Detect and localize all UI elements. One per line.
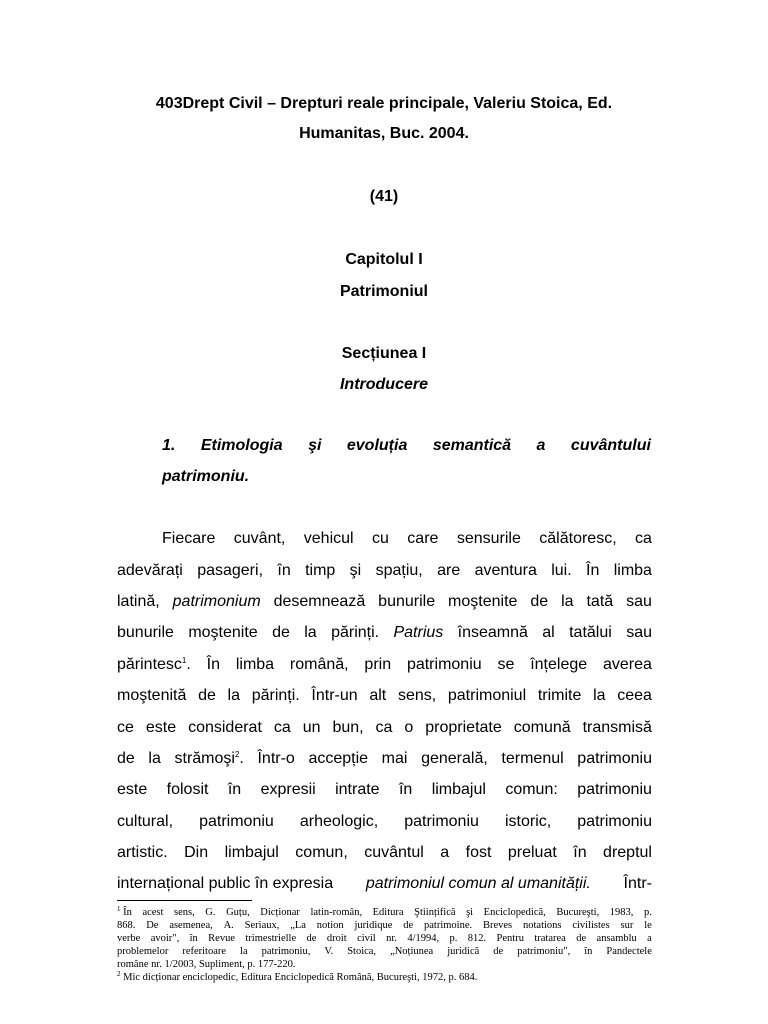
word: părintesc [117, 656, 182, 673]
body-line-11 [117, 843, 652, 863]
footnote-1-line-5 [117, 959, 652, 971]
word: sens, [174, 907, 195, 918]
word: şi [466, 907, 474, 918]
word: la [593, 687, 606, 704]
word: comun: [505, 781, 558, 798]
word: G. [205, 907, 216, 918]
word: limba [235, 656, 275, 673]
word: considerat [188, 719, 262, 736]
chapter-number: Capitolul I [345, 251, 423, 268]
word: ca [273, 719, 291, 736]
word: cuvânt, [233, 530, 286, 547]
word: Guțu, [226, 907, 250, 918]
word: care [407, 530, 439, 547]
word: timp [305, 562, 336, 579]
heading-word: semantică [432, 437, 512, 454]
heading-line-2: patrimoniu. [162, 468, 250, 485]
word: cuvântul [364, 844, 424, 861]
word: „Noțiunea [390, 946, 434, 957]
word: de [306, 933, 317, 944]
word: juridique [354, 920, 393, 931]
footnote-1-line-2 [117, 920, 652, 932]
word: ansamblu [596, 933, 637, 944]
word: la [148, 750, 161, 767]
word: bun, [332, 719, 364, 736]
word: civilistes [572, 920, 610, 931]
word: 868. [117, 920, 136, 931]
word: cultural, [117, 813, 174, 830]
word: în [277, 562, 291, 579]
word: intrate [335, 781, 380, 798]
word: Editura [372, 907, 404, 918]
word: droit [326, 933, 347, 944]
word: „La [290, 920, 306, 931]
body-line-4 [117, 623, 652, 643]
word: verbe [117, 933, 141, 944]
word: Pandectele [606, 946, 652, 957]
word: înțelege [530, 656, 588, 673]
section-number: Secțiunea I [341, 345, 427, 362]
word: este [145, 719, 177, 736]
word: la [561, 593, 574, 610]
punctuation: . [239, 750, 244, 767]
page-reference: (41) [369, 188, 399, 205]
body-line-10 [117, 812, 652, 832]
word: civil [357, 933, 376, 944]
word: În [206, 656, 220, 673]
word: sau [626, 624, 652, 641]
heading-line-1 [162, 436, 651, 456]
word: moştenite [188, 624, 258, 641]
text-run: Mic dicționar enciclopedic, Editura Enciclopedică Română, Bucureşti, 1972, p. 684. [123, 972, 478, 983]
word: trimite [537, 687, 582, 704]
word: În [123, 907, 132, 918]
word: tratarea [534, 933, 566, 944]
italic-term: patrimoniul comun al umanității. [365, 875, 591, 892]
word: de [198, 687, 216, 704]
footnote-marker-2[interactable]: 2 [234, 750, 240, 759]
word: generală, [421, 750, 488, 767]
heading-word: evoluția [346, 437, 408, 454]
word: Într-un [311, 687, 358, 704]
word: al [542, 624, 555, 641]
word: latin-român, [310, 907, 363, 918]
word: proprietate [425, 719, 502, 736]
word: la [240, 946, 248, 957]
body-line-8 [117, 749, 652, 769]
word: Breves [482, 920, 513, 931]
word: mai [381, 750, 408, 767]
word: acest [142, 907, 164, 918]
word-with-footnote [175, 749, 244, 769]
word: comună [513, 719, 571, 736]
body-line-1 [162, 529, 652, 549]
word: ce [117, 719, 134, 736]
word: părinți. [251, 687, 300, 704]
word: şi [349, 562, 362, 579]
word: Fiecare [162, 530, 216, 547]
word: Revue [208, 933, 235, 944]
word: ca [635, 530, 652, 547]
word: în [227, 781, 242, 798]
chapter-title: Patrimoniul [339, 283, 428, 300]
word: moştenite [448, 593, 518, 610]
word: de [530, 593, 549, 610]
word: a [647, 933, 652, 944]
word: patrimoniu [577, 750, 652, 767]
footnote-2 [117, 972, 652, 984]
footnote-1-line-3 [117, 933, 652, 945]
word: juridică [447, 946, 480, 957]
word: patrimoniu [406, 656, 482, 673]
body-line-9 [117, 780, 652, 800]
body-line-6 [117, 686, 652, 706]
word: de [117, 750, 135, 767]
word: averea [602, 656, 652, 673]
word: aventura [474, 562, 537, 579]
word-with-footnote [117, 655, 191, 675]
word: bunurile [117, 624, 174, 641]
word: Din [184, 844, 209, 861]
word: notations [523, 920, 562, 931]
section-title: Introducere [339, 376, 428, 393]
word: alt [369, 687, 387, 704]
word: patrimoniu [577, 781, 652, 798]
word: de [493, 946, 504, 957]
word: 1983, [609, 907, 634, 918]
word: În [586, 562, 600, 579]
word: călătoresc, [539, 530, 617, 547]
word: limbajul [431, 781, 486, 798]
word: 4/1994, [407, 933, 440, 944]
book-title-line1: 403Drept Civil – Drepturi reale principale, Valeriu Stoica, Ed. [155, 95, 613, 112]
body-line-2 [117, 561, 652, 581]
word: patrimoniul [447, 687, 527, 704]
word: A. [223, 920, 234, 931]
word: accepție [308, 750, 369, 767]
book-title-line2: Humanitas, Buc. 2004. [299, 125, 469, 142]
word: în [189, 933, 198, 944]
word: adevărați [117, 562, 183, 579]
word: desemnează [273, 593, 366, 610]
word: ceea [617, 687, 652, 704]
word: Bucureşti, [556, 907, 600, 918]
word: preluat [507, 844, 557, 861]
word: o [404, 719, 414, 736]
word: Într-o [257, 750, 295, 767]
word: transmisă [582, 719, 652, 736]
body-line-7 [117, 718, 652, 738]
word: în [584, 946, 593, 957]
italic-term: patrimonium [172, 593, 261, 610]
word: de [576, 933, 587, 944]
word: notion [316, 920, 344, 931]
footnote-number: 1 [117, 905, 121, 913]
word: în [398, 781, 413, 798]
word: sau [626, 593, 652, 610]
footnote-separator [117, 900, 252, 901]
word: are [437, 562, 461, 579]
word: p. [449, 933, 458, 944]
word: Pentru [496, 933, 524, 944]
word: limba [613, 562, 652, 579]
body-line-12 [117, 874, 652, 894]
word: părinți. [331, 624, 380, 641]
word: termenul [501, 750, 564, 767]
word: sur [620, 920, 634, 931]
footnote-number: 2 [117, 970, 121, 978]
word: artistic. [117, 844, 168, 861]
word: folosit [166, 781, 209, 798]
heading-word: Etimologia [200, 437, 283, 454]
word: lui. [551, 562, 572, 579]
word: patrimoniu [199, 813, 274, 830]
heading-word: şi [308, 437, 322, 454]
word: română, [289, 656, 349, 673]
word: Dicționar [260, 907, 300, 918]
punctuation: . [186, 656, 191, 673]
footnote-2-content [117, 972, 477, 984]
footnote-1-line-1 [117, 907, 652, 919]
word: spațiu, [375, 562, 423, 579]
text-run: internațional public în expresia [117, 875, 334, 892]
word: Stoica, [347, 946, 377, 957]
word: la [304, 624, 317, 641]
footnote-marker-1[interactable]: 1 [181, 656, 187, 665]
word: Enciclopedică, [483, 907, 546, 918]
word: tată [586, 593, 614, 610]
word: 812. [467, 933, 487, 944]
word: sensurile [456, 530, 521, 547]
word: De [146, 920, 159, 931]
word: latină, [117, 593, 160, 610]
word: avoir", [150, 933, 180, 944]
word: se [497, 656, 515, 673]
word: limbajul [224, 844, 279, 861]
word: problemelor [117, 946, 169, 957]
word: de [272, 624, 290, 641]
heading-word: 1. [162, 437, 176, 454]
word: tatălui [569, 624, 612, 641]
footnote-1-line-4 [117, 946, 652, 958]
word: Ştiințifică [414, 907, 456, 918]
word: a [440, 844, 450, 861]
word: Seriaux, [244, 920, 280, 931]
word: nr. [386, 933, 397, 944]
word: p. [643, 907, 652, 918]
word: patrimoniu [577, 813, 652, 830]
word: în [573, 844, 587, 861]
word: ca [375, 719, 393, 736]
text-run: române nr. 1/2003, Supliment, p. 177-220. [117, 959, 296, 970]
word: trimestrielle [245, 933, 297, 944]
word: comun, [295, 844, 348, 861]
word: sens, [397, 687, 437, 704]
word: dreptul [603, 844, 652, 861]
word: vehicul [303, 530, 354, 547]
word: patrimoniu", [517, 946, 571, 957]
word: patrimoniu, [261, 946, 311, 957]
footnote-1-start [117, 907, 132, 919]
heading-word: cuvântului [570, 437, 651, 454]
word: asemenea, [169, 920, 213, 931]
word: le [644, 920, 652, 931]
word: cu [371, 530, 389, 547]
word: bunurile [378, 593, 436, 610]
word: un [302, 719, 321, 736]
heading-word: a [536, 437, 546, 454]
word: la [227, 687, 240, 704]
word: Într- [623, 875, 652, 892]
body-line-5 [117, 655, 652, 675]
body-line-3 [117, 592, 652, 612]
word: strămoşi [174, 750, 235, 767]
word: V. [324, 946, 334, 957]
word: prin [364, 656, 392, 673]
word: istoric, [504, 813, 552, 830]
word: fost [465, 844, 492, 861]
word: pasageri, [197, 562, 264, 579]
word: patrimoniu [404, 813, 479, 830]
word: referitoare [182, 946, 227, 957]
italic-term: Patrius [393, 624, 444, 641]
word: de [403, 920, 414, 931]
word: patrimoine. [424, 920, 473, 931]
word: moştenită [117, 687, 187, 704]
word: expresii [260, 781, 316, 798]
word: arheologic, [299, 813, 379, 830]
word: este [117, 781, 148, 798]
word: înseamnă [457, 624, 528, 641]
